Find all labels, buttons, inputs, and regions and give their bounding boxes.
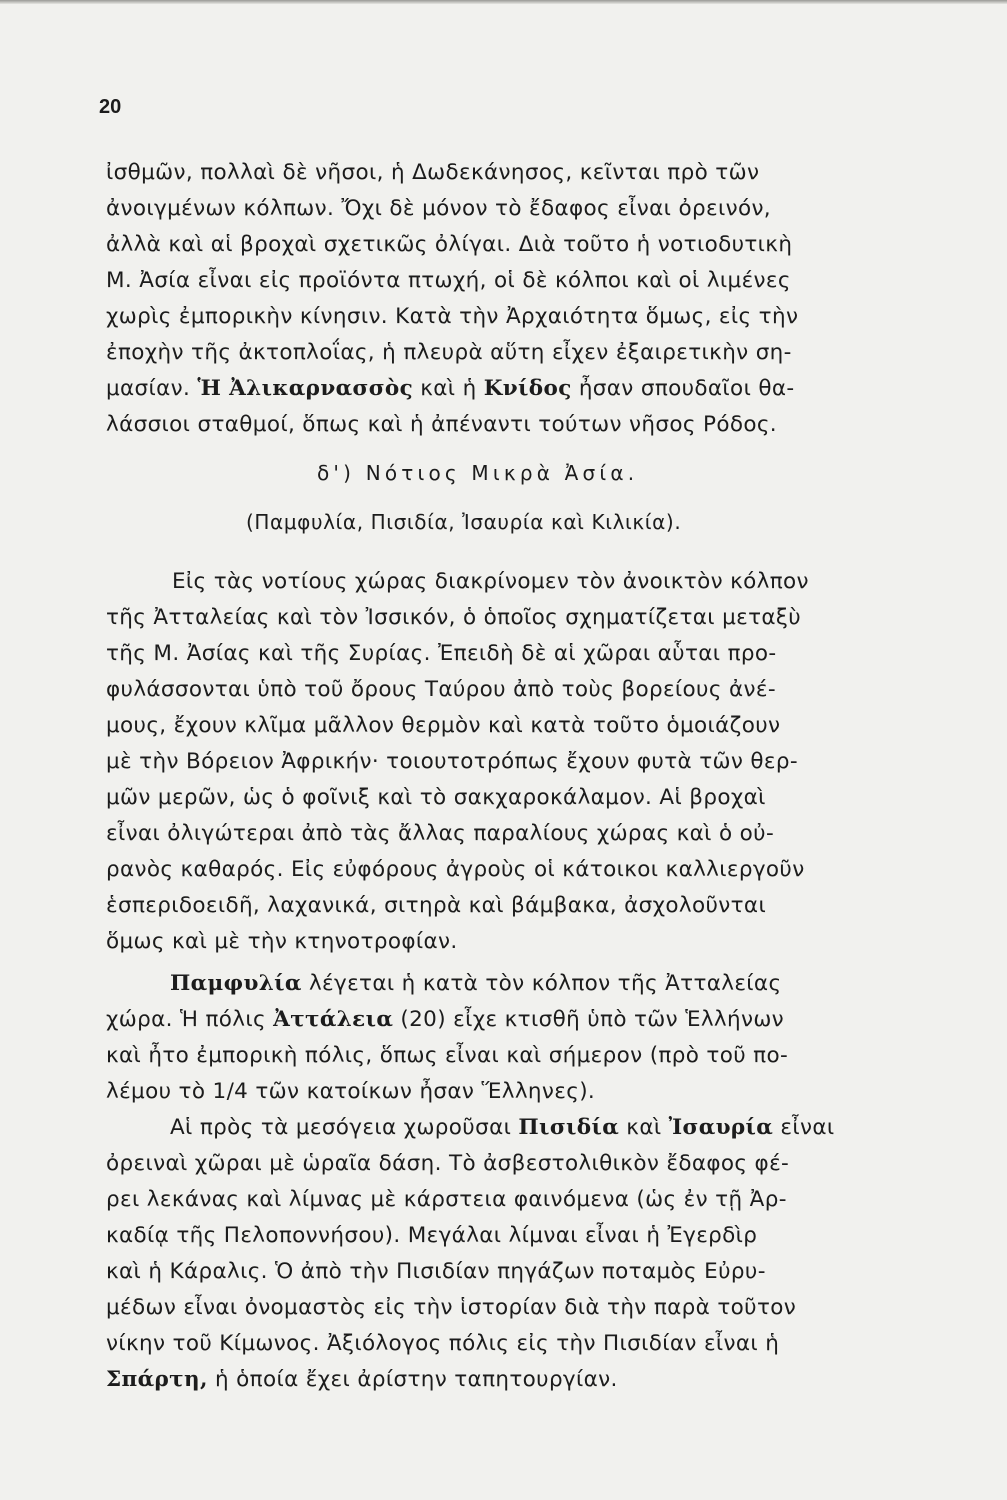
text-line [106,1365,618,1395]
bold-term-pamphylia: Παμφυλία [170,971,302,996]
text-line: καὶ ἦτο ἐμπορικὴ πόλις, ὅπως εἶναι καὶ σήμερον (πρὸ τοῦ πο- [106,1043,789,1068]
text-line [170,969,781,999]
text-line: ἀλλὰ καὶ αἱ βροχαὶ σχετικῶς ὀλίγαι. Διὰ τοῦτο ἡ νοτιοδυτικὴ [106,232,793,257]
text-line: Μ. Ἀσία εἶναι εἰς προϊόντα πτωχή, οἱ δὲ κόλποι καὶ οἱ λιμένες [106,268,791,293]
text-span: χώρα. Ἡ πόλις [106,1007,274,1032]
text-line: νίκην τοῦ Κίμωνος. Ἀξιόλογος πόλις εἰς τὴν Πισιδίαν εἶναι ἡ [106,1331,780,1356]
text-line: ἀνοιγμένων κόλπων. Ὄχι δὲ μόνον τὸ ἔδαφος εἶναι ὀρεινόν, [106,196,771,221]
bold-term-knidos: Κνίδος [483,376,572,401]
text-line: ὅμως καὶ μὲ τὴν κτηνοτροφίαν. [106,929,458,954]
page-top-edge [0,0,1007,4]
text-span: ἡ ὁποία ἔχει ἀρίστην ταπητουργίαν. [207,1367,618,1392]
text-line: χωρὶς ἐμπορικὴν κίνησιν. Κατὰ τὴν Ἀρχαιότητα ὅμως, εἰς τὴν [106,304,799,329]
text-line: ἐποχὴν τῆς ἀκτοπλοΐας, ἡ πλευρὰ αὕτη εἶχεν ἐξαιρετικὴν ση- [106,340,792,365]
text-line [106,374,795,404]
text-line: μῶν μερῶν, ὡς ὁ φοῖνιξ καὶ τὸ σακχαροκάλαμον. Αἱ βροχαὶ [106,785,766,810]
text-line: φυλάσσονται ὑπὸ τοῦ ὄρους Ταύρου ἀπὸ τοὺς βορείους ἀνέ- [106,677,776,702]
text-line: Εἰς τὰς νοτίους χώρας διακρίνομεν τὸν ἀνοικτὸν κόλπον [172,569,809,594]
text-span: ἦσαν σπουδαῖοι θα- [571,376,795,401]
text-line: καὶ ἡ Κάραλις. Ὁ ἀπὸ τὴν Πισιδίαν πηγάζων ποταμὸς Εὐρυ- [106,1259,766,1284]
text-span: εἶναι [773,1115,835,1140]
section-heading: δ') Νότιος Μικρὰ Ἀσία. [317,461,639,485]
text-span: καὶ [619,1115,669,1140]
text-span: (20) εἶχε κτισθῆ ὑπὸ τῶν Ἑλλήνων [393,1007,785,1032]
text-line: ὀρειναὶ χῶραι μὲ ὡραῖα δάση. Τὸ ἀσβεστολιθικὸν ἔδαφος φέ- [106,1151,790,1176]
bold-term-sparta: Σπάρτη, [106,1367,208,1392]
section-subheading: (Παμφυλία, Πισιδία, Ἰσαυρία καὶ Κιλικία). [246,510,682,534]
text-line: τῆς Μ. Ἀσίας καὶ τῆς Συρίας. Ἐπειδὴ δὲ αἱ χῶραι αὗται προ- [106,641,777,666]
text-line: μὲ τὴν Βόρειον Ἀφρικήν· τοιουτοτρόπως ἔχουν φυτὰ τῶν θερ- [106,749,798,774]
text-line: ρει λεκάνας καὶ λίμνας μὲ κάρστεια φαινόμενα (ὡς ἐν τῇ Ἀρ- [106,1187,787,1212]
bold-term-isauria: Ἰσαυρία [668,1115,774,1140]
text-line: καδίᾳ τῆς Πελοποννήσου). Μεγάλαι λίμναι εἶναι ἡ Ἐγερδὶρ [106,1223,758,1248]
text-line: ἰσθμῶν, πολλαὶ δὲ νῆσοι, ἡ Δωδεκάνησος, κεῖνται πρὸ τῶν [106,160,760,185]
text-span: Αἱ πρὸς τὰ μεσόγεια χωροῦσαι [170,1115,519,1140]
text-line: ρανὸς καθαρός. Εἰς εὐφόρους ἀγροὺς οἱ κάτοικοι καλλιεργοῦν [106,857,805,882]
bold-term-attaleia: Ἀττάλεια [273,1007,394,1032]
text-line: εἶναι ὀλιγώτεραι ἀπὸ τὰς ἄλλας παραλίους χώρας καὶ ὁ οὐ- [106,821,775,846]
text-span: καὶ ἡ [413,376,484,401]
text-line: ἑσπεριδοειδῆ, λαχανικά, σιτηρὰ καὶ βάμβακα, ἀσχολοῦνται [106,893,767,918]
text-span: μασίαν. [106,376,198,401]
text-line [170,1113,835,1143]
page-number: 20 [99,96,122,118]
text-line: τῆς Ἀτταλείας καὶ τὸν Ἰσσικόν, ὁ ὁποῖος σχηματίζεται μεταξὺ [106,605,802,630]
text-line: μέδων εἶναι ὀνομαστὸς εἰς τὴν ἱστορίαν διὰ τὴν παρὰ τοῦτον [106,1295,797,1320]
text-span: λέγεται ἡ κατὰ τὸν κόλπον τῆς Ἀτταλείας [301,971,782,996]
text-line: μους, ἔχουν κλῖμα μᾶλλον θερμὸν καὶ κατὰ τοῦτο ὁμοιάζουν [106,713,781,738]
bold-term-pisidia: Πισιδία [518,1115,620,1140]
text-line: λάσσιοι σταθμοί, ὅπως καὶ ἡ ἀπέναντι τούτων νῆσος Ρόδος. [106,412,777,437]
bold-term-halicarnassus: Ἡ Ἀλικαρνασσὸς [197,376,414,401]
text-line [106,1005,784,1035]
text-line: λέμου τὸ 1/4 τῶν κατοίκων ἦσαν Ἕλληνες). [106,1079,596,1104]
